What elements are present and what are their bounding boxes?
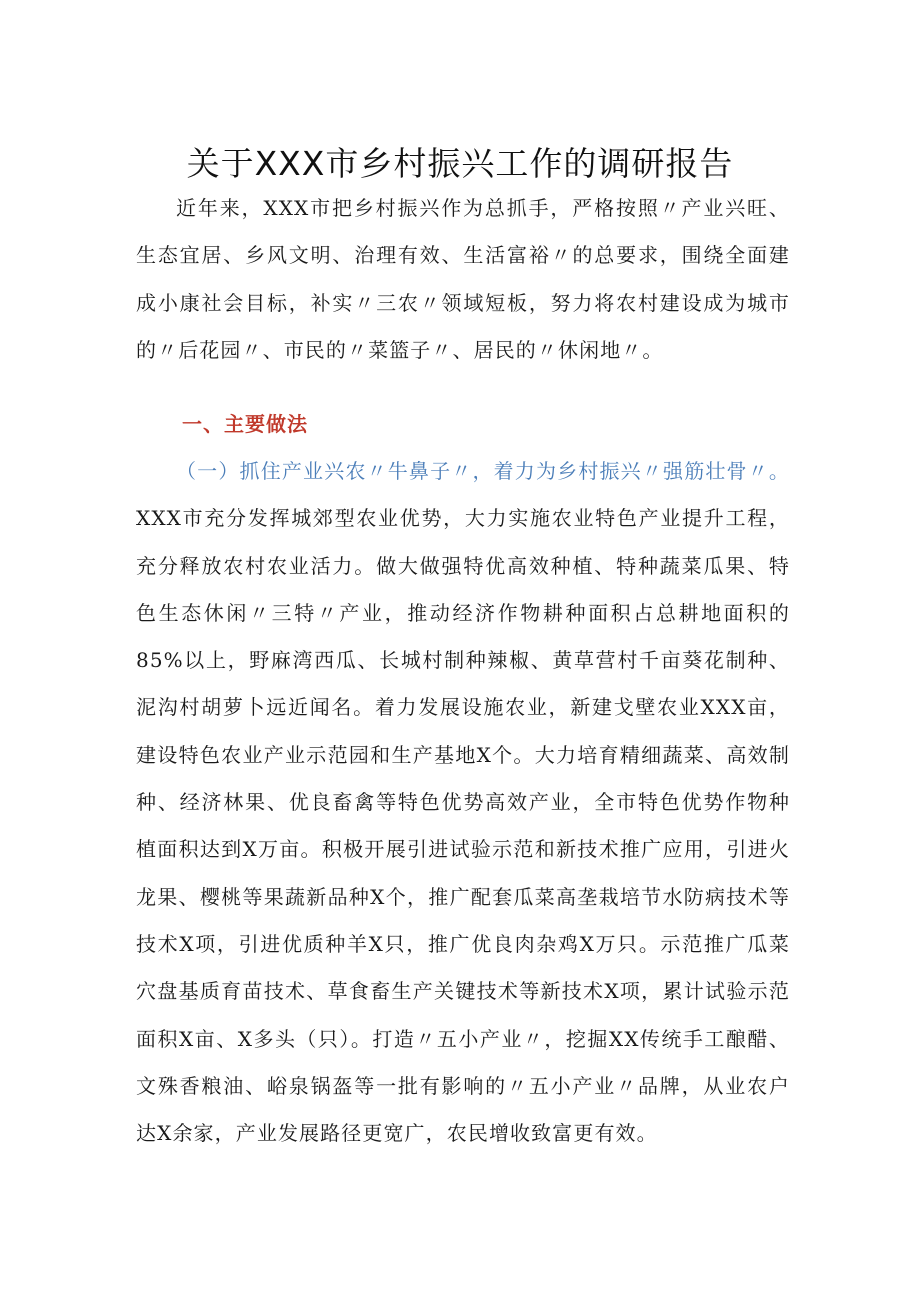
document-title: 关于XXX市乡村振兴工作的调研报告 [186,144,734,183]
intro-paragraph: 近年来，XXX市把乡村振兴作为总抓手，严格按照〃产业兴旺、生态宜居、乡风文明、治理有效、生活富裕〃的总要求，围绕全面建成小康社会目标，补实〃三农〃领域短板，努力将农村建设成为城市的〃后花园〃、市民的〃菜篮子〃、居民的〃休闲地〃。 [136,196,790,362]
paragraph-industry [136,448,790,1157]
section-heading-main-practices: 一、主要做法 [182,412,308,436]
subsection-heading-industry: （一）抓住产业兴农〃牛鼻子〃，着力为乡村振兴〃强筋壮骨〃。 [176,459,790,483]
subsection-body-industry: XXX市充分发挥城郊型农业优势，大力实施农业特色产业提升工程，充分释放农村农业活力。做大做强特优高效种植、特种蔬菜瓜果、特色生态休闲〃三特〃产业，推动经济作物耕种面积占总耕地面积的85%以上，野麻湾西瓜、长城村制种辣椒、黄草营村千亩葵花制种、泥沟村胡萝卜远近闻名。着力发展设施农业，新建戈壁农业XXX亩，建设特色农业产业示范园和生产基地X个。大力培育精细蔬菜、高效制种、经济林果、优良畜禽等特色优势高效产业，全市特色优势作物种植面积达到X万亩。积极开展引进试验示范和新技术推广应用，引进火龙果、樱桃等果蔬新品种X个，推广配套瓜菜高垄栽培节水防病技术等技术X项，引进优质种羊X只，推广优良肉杂鸡X万只。示范推广瓜菜穴盘基质育苗技术、草食畜生产关键技术等新技术X项，累计试验示范面积X亩、X多头（只）。打造〃五小产业〃，挖掘XX传统手工酿醋、文殊香粮油、峪泉锅盔等一批有影响的〃五小产业〃品牌，从业农户达X余家，产业发展路径更宽广，农民增收致富更有效。 [136,506,790,1146]
